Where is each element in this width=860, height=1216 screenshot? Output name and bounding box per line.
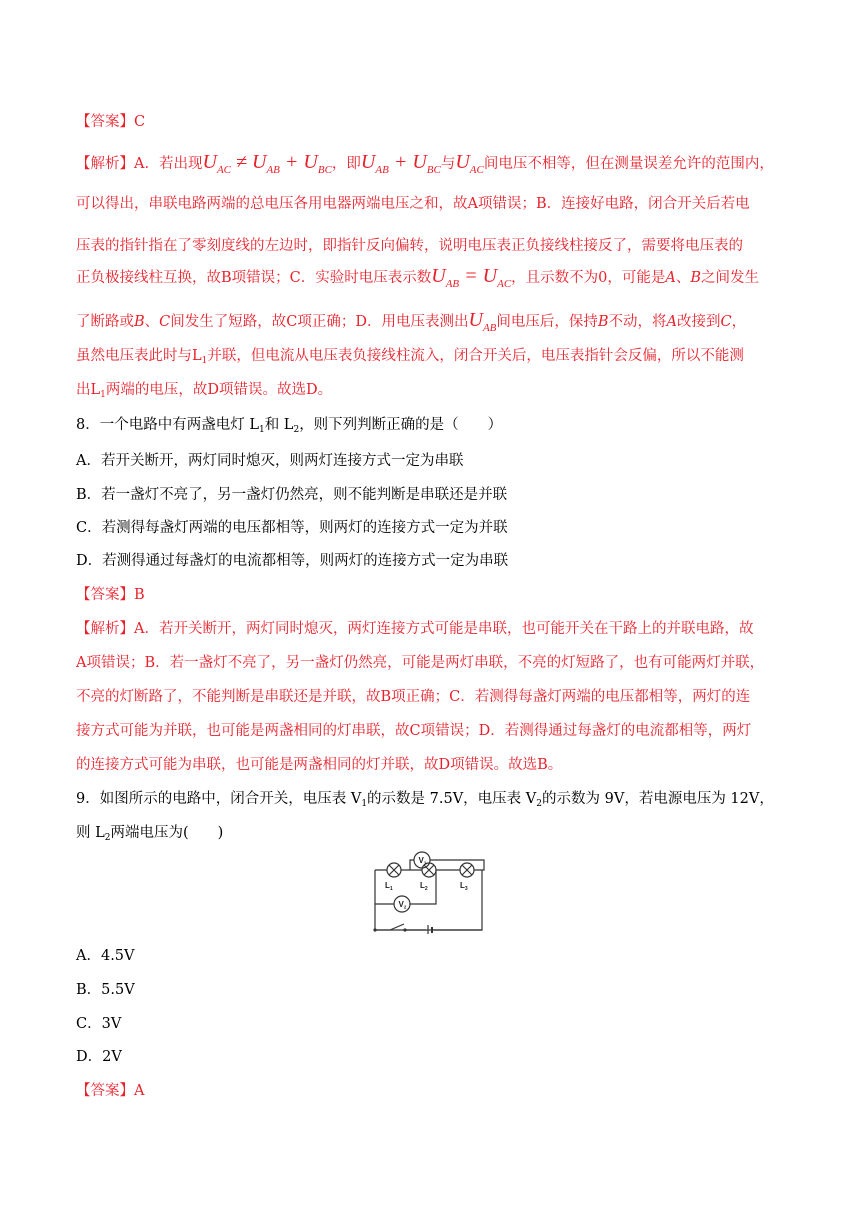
q9-stem-line-2: 则 $L_2$两端电压为( ) [76, 825, 224, 843]
analysis-text: 正负极接线柱互换，故B项错误；C．实验时电压表示数 [76, 270, 432, 286]
point-label: C [159, 314, 171, 330]
subscript: 1 [201, 356, 208, 366]
q7-analysis-line-2: 可以得出，串联电路两端的总电压各用电器两端电压之和，故A项错误；B．连接好电路，闭合开关后若电 [76, 196, 750, 212]
q8-analysis-line-3: 不亮的灯断路了，不能判断是串联还是并联，故B项正确；C．若测得每盏灯两端的电压都相等，两灯的连 [76, 689, 751, 705]
subscript: 2 [104, 833, 111, 843]
switch-blade [390, 924, 404, 930]
analysis-text: A．若出现 [134, 156, 203, 172]
q8-option-b: B．若一盏灯不亮了，另一盏灯仍然亮，则不能判断是串联还是并联 [76, 487, 508, 503]
subscript: 2 [293, 425, 300, 435]
circuit-outer-wire [375, 870, 482, 930]
point-label: A [665, 270, 676, 286]
analysis-text: 与 [440, 156, 456, 172]
voltmeter-subscript: 1 [423, 860, 427, 866]
answer-value: B [134, 587, 145, 603]
q7-analysis-line-4: 正负极接线柱互换，故B项错误；C．实验时电压表示数$U_{AB} = U_{AC}$，且示数不为0，可能是A、B之间发生 [76, 265, 760, 290]
lamp-l1-label: $L_1$ [385, 881, 393, 892]
q7-answer [76, 112, 145, 132]
analysis-text: 之间发生 [701, 270, 760, 286]
point-label: A [666, 314, 678, 330]
lamp-l3-label: $L_3$ [460, 881, 468, 892]
lamp-l2-label: $L_2$ [420, 881, 428, 892]
voltmeter-subscript: 2 [403, 904, 407, 910]
formula-u-ab-eq-u-ac: $U_{AB} = U_{AC}$ [431, 265, 512, 290]
lamp-subscript: 2 [424, 886, 428, 892]
q7-analysis-line-5: 了断路或B、C间发生了短路，故C项正确；D．用电压表测出$U_{AB}$间电压后，保持B不动，将A改接到C， [76, 309, 747, 334]
q7-analysis-line-6: 虽然电压表此时与$L_1$并联，但电流从电压表负接线柱流入，闭合开关后，电压表指针会反偏，所以不能测 [76, 348, 744, 366]
answer-tag: 【答案】 [76, 114, 134, 130]
analysis-text: 不动，将 [608, 314, 667, 330]
formula-u-ac-neq: $U_{AC} \ne U_{AB} + U_{BC}$ [202, 151, 332, 176]
analysis-tag: 【解析】 [76, 156, 134, 172]
q9-option-d: D．2V [76, 1049, 122, 1065]
subscript: 2 [536, 799, 543, 809]
point-label: B [134, 314, 145, 330]
point-label: C [720, 314, 732, 330]
formula-u-ab-plus-bc: $U_{AB} + U_{BC}$ [360, 151, 441, 176]
analysis-tag: 【解析】 [76, 621, 134, 637]
q7-analysis-line-1 [76, 152, 774, 180]
v1-label: V1 [418, 856, 427, 866]
lamp-subscript: 1 [389, 886, 393, 892]
analysis-text: 了断路或 [76, 314, 134, 330]
point-label: B [690, 270, 702, 286]
q8-option-a: A．若开关断开，两灯同时熄灭，则两灯连接方式一定为串联 [76, 453, 464, 469]
q8-option-d: D．若测得通过每盏灯的电流都相等，则两灯的连接方式一定为串联 [76, 553, 509, 569]
answer-value: A [134, 1083, 145, 1099]
q9-stem-line-1: 9．如图所示的电路中，闭合开关，电压表 $V_1$的示数是 7.5V，电压表 $V_2$的示数为 9V，若电源电压为 12V， [76, 791, 774, 809]
point-label: B [597, 314, 609, 330]
q9-option-b: B．5.5V [76, 982, 135, 998]
formula-u-ac: $U_{AC}$ [455, 151, 484, 176]
analysis-text: ，且示数不为0，可能是 [511, 270, 666, 286]
v2-label: V2 [398, 900, 407, 910]
switch-pivot [373, 928, 376, 931]
subscript: 1 [100, 390, 106, 400]
q8-answer [76, 585, 145, 605]
circuit-diagram [370, 848, 492, 934]
q8-option-c: C．若测得每盏灯两端的电压都相等，则两灯的连接方式一定为并联 [76, 520, 508, 536]
answer-tag: 【答案】 [76, 587, 134, 603]
analysis-text: 间发生了短路，故C项正确；D．用电压表测出 [170, 314, 469, 330]
answer-value: C [134, 114, 146, 130]
analysis-text: ，即 [331, 156, 361, 172]
q7-analysis-line-3: 压表的指针指在了零刻度线的左边时，即指针反向偏转，说明电压表正负接线柱接反了，需要将电压表的 [76, 238, 743, 254]
subscript: 1 [361, 799, 368, 809]
q9-option-a: A．4.5V [76, 948, 135, 964]
q8-analysis-line-2: A项错误；B．若一盏灯不亮了，另一盏灯仍然亮，可能是两灯串联，不亮的灯短路了，也有可能两灯并联， [76, 655, 765, 671]
analysis-text: 间电压不相等，但在测量误差允许的范围内， [483, 156, 774, 172]
q8-analysis-line-5: 的连接方式可能为串联，也可能是两盏相同的灯并联，故D项错误。故选B。 [76, 757, 563, 773]
q9-option-c: C．3V [76, 1016, 122, 1032]
analysis-text: 改接到 [677, 314, 721, 330]
q8-analysis-line-1: 【解析】A．若开关断开，两灯同时熄灭，两灯连接方式可能是串联，也可能开关在干路上的并联电路，故 [76, 621, 754, 637]
q9-answer [76, 1081, 144, 1101]
answer-tag: 【答案】 [76, 1083, 134, 1099]
q7-analysis-line-7: 出$L_1$两端的电压，故D项错误。故选D。 [76, 382, 333, 400]
switch-contact [403, 928, 406, 931]
q8-analysis-line-4: 接方式可能为并联，也可能是两盏相同的灯串联，故C项错误；D．若测得通过每盏灯的电流都相等，两灯 [76, 723, 752, 739]
analysis-text: 间电压后，保持 [496, 314, 598, 330]
formula-u-ab: $U_{AB}$ [468, 309, 497, 334]
q8-stem: 8．一个电路中有两盏电灯 $L_1$和 $L_2$，则下列判断正确的是（ ） [76, 417, 503, 435]
lamp-subscript: 3 [464, 886, 468, 892]
subscript: 1 [258, 425, 265, 435]
